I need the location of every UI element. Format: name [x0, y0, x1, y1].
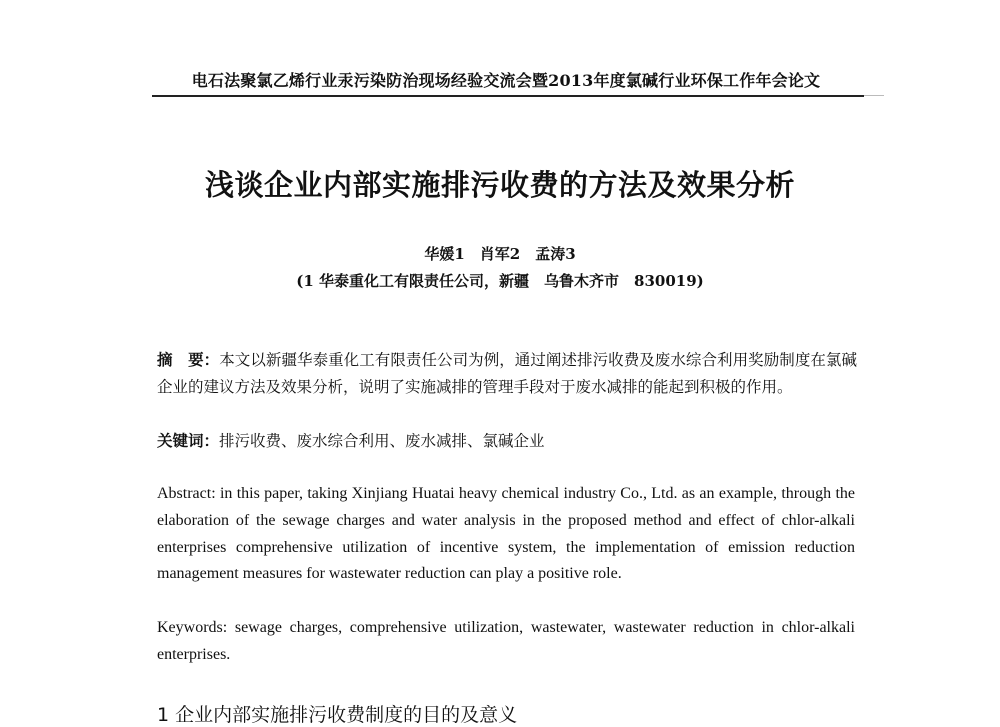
authors: 华媛1 肖军2 孟涛3: [424, 245, 576, 263]
header-rule: [152, 95, 864, 97]
abstract-cn: [157, 346, 857, 401]
affiliation: (1 华泰重化工有限责任公司，新疆 乌鲁木齐市 830019): [296, 272, 704, 290]
running-header: 电石法聚氯乙烯行业汞污染防治现场经验交流会暨2013年度氯碱行业环保工作年会论文: [191, 71, 821, 90]
section-heading: 1 企业内部实施排污收费制度的目的及意义: [157, 704, 518, 726]
paper-title: 浅谈企业内部实施排污收费的方法及效果分析: [204, 168, 795, 202]
abstract-en: Abstract: in this paper, taking Xinjiang Huatai heavy chemical industry Co., Ltd. as an example, through the elaboration of the sewage charges and water analysis in the proposed method and effect of chlor-alkali enterprises comprehensive utilization of incentive system, the implementation of emission reduction management measures for wastewater reduction can play a positive role.: [157, 485, 855, 583]
header-rule-tail: [864, 95, 884, 96]
abstract-cn-text: 本文以新疆华泰重化工有限责任公司为例，通过阐述排污收费及废水综合利用奖励制度在氯碱企业的建议方法及效果分析，说明了实施减排的管理手段对于废水减排的能起到积极的作用。: [157, 351, 857, 396]
keywords-cn-text: 排污收费、废水综合利用、废水减排、氯碱企业: [219, 432, 545, 450]
keywords-cn: [157, 427, 857, 455]
keywords-en: Keywords: sewage charges, comprehensive utilization, wastewater, wastewater reduction in chlor-alkali enterprises.: [157, 619, 855, 663]
keywords-cn-label: 关键词：: [157, 431, 220, 450]
abstract-cn-label: 摘 要：: [157, 350, 220, 369]
